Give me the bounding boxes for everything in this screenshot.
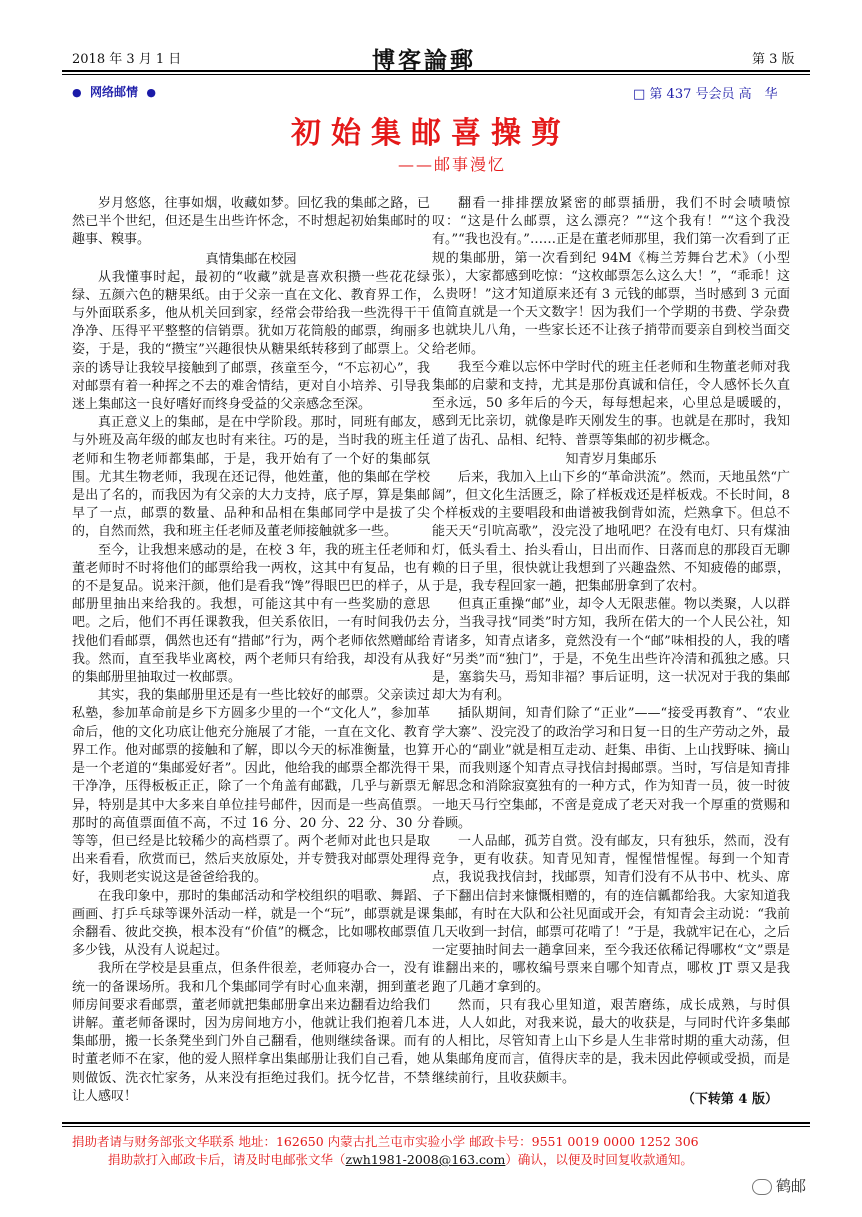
edition-number: 第 3 版 (752, 52, 795, 67)
header-rule-thin (62, 74, 810, 75)
paragraph: 岁月悠悠，往事如烟，收藏如梦。回忆我的集邮之路，已然已半个世纪，但还是生出些许怀念，不时想起初始集邮时的趣事、糗事。 (72, 196, 430, 248)
footer-rule (62, 1122, 810, 1124)
paragraph: 我至今难以忘怀中学时代的班主任老师和生物董老师对我集邮的启蒙和支持，尤其是那份真诚和信任，令人感怀长久直至永远，50 多年后的今天，每每想起来，心里总是暖暖的，感到无比亲切，就像是昨天刚发生的事。也就是在那时，我知道了齿孔、品相、纪特、普票等集邮的初步概念。 (432, 359, 790, 448)
right-column (432, 195, 790, 1088)
section-heading: 知青岁月集邮乐 (565, 451, 657, 467)
paragraph: 我所在学校是县重点，但条件很差，老师寝办合一，没有统一的备课场所。我和几个集邮同学有时心血来潮，拥到董老师房间要求看邮票，董老师就把集邮册拿出来边翻看边给我们讲解。董老师备课时，因为房间地方小，他就让我们抱着几本集邮册，搬一长条凳坐到门外自己翻看，他则继续备课。而有时董老师不在家，他的爱人照样拿出集邮册让我们自己看，她则做饭、洗衣忙家务，从来没有拒绝过我们。抚今忆昔，不禁让人感叹！ (72, 961, 430, 1104)
section-heading: 真情集邮在校园 (205, 251, 297, 267)
donation-info: 捐助者请与财务部张文华联系 地址：162650 内蒙古扎兰屯市实验小学 邮政卡号：9551 0019 0000 1252 306 (72, 1134, 699, 1149)
bullet-icon: ● (146, 86, 156, 99)
paragraph: 但真正重操“邮”业，却令人无限悲催。物以类聚，人以群分，当我寻找“同类”时方知，我所在偌大的一个人民公社，知青诸多，知青点诸多，竟然没有一个“邮”味相投的人，我的嗜好“另类”而“独门”，于是，不免生出些许冷清和孤独之感。只是，塞翁失马，焉知非福？事后证明，这一状况对于我的集邮却大为有利。 (432, 597, 790, 704)
donation-text-pre: 捐助款打入邮政卡后，请及时电邮张文华（ (108, 1152, 346, 1167)
watermark-label: 鹤邮 (776, 1177, 807, 1195)
wechat-icon (752, 1179, 772, 1195)
article-subtitle: ——邮事漫忆 (398, 155, 507, 174)
continued-note: （下转第 4 版） (681, 1092, 778, 1107)
left-column (72, 195, 430, 1106)
author-byline: □ 第 437 号会员 高 华 (633, 87, 778, 102)
paragraph: 在我印象中，那时的集邮活动和学校组织的唱歌、舞蹈、画画、打乒乓球等课外活动一样，就是一个“玩”，邮票就是课余翻看、彼此交换，根本没有“价值”的概念，比如哪枚邮票值多少钱，从没有人说起过。 (72, 888, 430, 959)
donation-instructions (108, 1150, 693, 1168)
footer-rule-thin (62, 1126, 810, 1127)
watermark (752, 1175, 806, 1196)
paragraph: 翻看一排排摆放紧密的邮票插册，我们不时会啧啧惊叹：“这是什么邮票，这么漂亮？”“这个我有！”“这个我没有。”“我也没有。”……正是在董老师那里，我们第一次看到了正规的集邮册，第一次看到纪 94M《梅兰芳舞台艺术》（小型张），大家都感到吃惊：“这枚邮票怎么这么大！”，“乖乖！这么贵呀！”这才知道原来还有 3 元钱的邮票，当时感到 3 元面值简直就是一个天文数字！因为我们一个学期的书费、学杂费也就块儿八角，一些家长还不让孩子捎带而要亲自到校当面交给老师。 (432, 196, 790, 357)
paragraph: 一人品邮，孤芳自赏。没有邮友，只有独乐，然而，没有竞争，更有收获。知青见知青，惺惺惜惺惺。每到一个知青点，我说我找信封，找邮票，知青们没有不从书中、枕头、席子下翻出信封来慷慨相赠的，有的连信瓤都给我。大家知道我集邮，有时在大队和公社见面或开会，有知青会主动说：“我前几天收到一封信，邮票可花啃了！”于是，我就牢记在心，之后一定要抽时间去一趟拿回来，至今我还依稀记得哪枚“文”票是谁翻出来的，哪枚编号票来自哪个知青点，哪枚 JT 票又是我跑了几趟才拿到的。 (432, 833, 790, 995)
section-tag (72, 83, 156, 100)
issue-date: 2018 年 3 月 1 日 (72, 52, 182, 67)
paragraph: 插队期间，知青们除了“正业”——“接受再教育”、“农业学大寨”、没完没了的政治学习和日复一日的生产劳动之外，最开心的“副业”就是相互走动、赶集、串街、上山找野味、摘山果，而我则逐个知青点寻找信封揭邮票。当时，写信是知青排解思念和消除寂寞独有的一种方式，作为知青一员，彼一时彼一地天马行空集邮，不啻是竟成了老天对我一个厚重的赏赐和眷顾。 (432, 706, 790, 831)
bullet-icon: ● (72, 86, 82, 99)
paragraph: 至今，让我想来感动的是，在校 3 年，我的班主任老师和董老师时不时将他们的邮票给我一两枚，这其中有复品，也有的不是复品。说来汗颜，他们是看我“馋”得眼巴巴的样子，从邮册里抽出来给我的。我想，可能这其中有一些奖励的意思吧。之后，他们不再任课教我，但关系依旧，一有时间我仍去找他们看邮票，偶然也还有“措邮”行为，两个老师依然赠邮给我。然而，直至我毕业离校，两个老师只有给我，却没有从我的集邮册里抽取过一枚邮票。 (72, 542, 430, 686)
paragraph: 真正意义上的集邮，是在中学阶段。那时，同班有邮友，与外班及高年级的邮友也时有来往。巧的是，当时我的班主任老师和生物老师都集邮，于是，我开始有了一个好的集邮氛围。尤其生物老师，我现在还记得，他姓董，他的集邮在学校是出了名的，而我因为有父亲的大力支持，底子厚，算是集邮早了一点，邮票的数量、品种和品相在集邮同学中是拔了尖的，自然而然，我和班主任老师及董老师接触就多一些。 (72, 415, 430, 540)
paragraph: 从我懂事时起，最初的“收藏”就是喜欢积攒一些花花绿绿、五颜六色的糖果纸。由于父亲一直在文化、教育界工作，与外面联系多，他从机关回到家，经常会带给我一些洗得干干净净、压得平平整整的信销票。犹如万花筒般的邮票，绚丽多姿，于是，我的“攒宝”兴趣很快从糖果纸转移到了邮票上。父亲的诱导让我较早接触到了邮票，孩童至今，“不忘初心”，我对邮票有着一种挥之不去的难舍情结，更对自小培养、引导我迷上集邮这一良好嗜好而终身受益的父亲感念至深。 (72, 269, 430, 413)
paragraph: 然而，只有我心里知道，艰苦磨练，成长成熟，与时俱进，人人如此，对我来说，最大的收获是，与同时代许多集邮的人相比，尽管知青上山下乡是人生非常时期的重大动荡，但从集邮角度而言，值得庆幸的是，我未因此停顿或受损，而是继续前行，且收获颇丰。 (432, 997, 790, 1086)
header-rule (62, 70, 810, 72)
article-title: 初始集邮喜操剪 (291, 116, 571, 151)
paragraph: 后来，我加入上山下乡的“革命洪流”。然而，天地虽然“广阔”，但文化生活匮乏，除了样板戏还是样板戏。不长时间，8 个样板戏的主要唱段和曲谱被我倒背如流，烂熟拿下。但总不能天天“引吭高歌”，没完没了地吼吧？在没有电灯、只有煤油灯，低头看土、抬头看山，日出而作、日落而息的那段百无聊赖的日子里，很快就让我想到了兴趣盎然、不知疲倦的邮票，于是，我专程回家一趟，把集邮册拿到了农村。 (432, 469, 790, 595)
section-label: 网络邮情 (89, 85, 138, 99)
donation-text-post: ）确认，以便及时回复收款通知。 (505, 1152, 693, 1167)
masthead-title: 博客論郵 (372, 47, 476, 74)
email-link[interactable]: zwh1981-2008@163.com (345, 1152, 506, 1167)
paragraph: 其实，我的集邮册里还是有一些比较好的邮票。父亲读过私塾，参加革命前是乡下方圆多少里的一个“文化人”，参加革命后，他的文化功底让他充分施展了才能，一直在文化、教育界工作。他对邮票的接触和了解，即以今天的标准衡量，也算是一个老道的“集邮爱好者”。因此，他给我的邮票全都洗得干干净净，压得板板正正，除了一个角盖有邮戳，几乎与新票无异，特别是其中大多来自单位挂号邮件，因而是一些高值票。那时的高值票面值不高，不过 16 分、20 分、22 分、30 分等等，但已经是比较稀少的高档票了。两个老师对此也只是取出来看看，欣赏而已，然后夹放原处，并专赞我对邮票处理得好，我则老实说这是爸爸给我的。 (72, 688, 430, 886)
